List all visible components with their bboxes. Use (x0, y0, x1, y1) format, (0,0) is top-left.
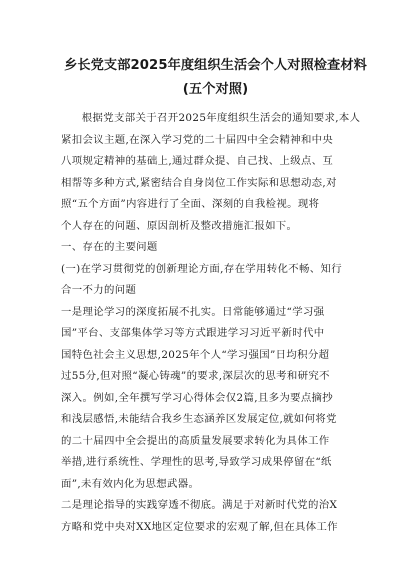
document-title: 乡长党支部2025年度组织生活会个人对照检查材料 (64, 58, 367, 73)
body-line: 紧扣会议主题,在深入学习党的二十届四中全会精神和中央 (61, 133, 334, 146)
body-line: 国”平台、支部集体学习等方式跟进学习习近平新时代中 (61, 327, 325, 339)
subsection-heading-cont: 合一不力的问题 (61, 284, 137, 296)
body-line: 二是理论指导的实践穿透不彻底。满足于对新时代党的治X (61, 499, 338, 511)
document-body (61, 108, 370, 538)
body-line: 的二十届四中全会提出的高质量发展要求转化为具体工作 (61, 434, 330, 447)
body-line: 国特色社会主义思想,2025年个人“学习强国”日均积分超 (61, 348, 330, 361)
body-line: 照“五个方面”内容进行了全面、深刻的自我检视。现将 (61, 198, 320, 210)
body-line: 面”,未有效内化为思想武器。 (61, 477, 200, 490)
subsection-heading: (一)在学习贯彻党的创新理论方面,存在学用转化不畅、知行 (61, 262, 342, 275)
body-line: 举措,进行系统性、学理性的思考,导致学习成果停留在“纸 (61, 456, 332, 468)
section-heading: 一、存在的主要问题 (61, 241, 158, 253)
document-subtitle: (五个对照) (182, 82, 249, 97)
body-line: 深入。例如,全年撰写学习心得体会仅2篇,且多为要点摘抄 (61, 391, 334, 404)
body-line: 个人存在的问题、原因剖析及整改措施汇报如下。 (61, 219, 298, 232)
body-line: 相帮等多种方式,紧密结合自身岗位工作实际和思想动态,对 (61, 176, 337, 189)
body-line: 一是理论学习的深度拓展不扎实。日常能够通过“学习强 (61, 305, 325, 318)
body-line: 方略和党中央对XX地区定位要求的宏观了解,但在具体工作 (61, 520, 338, 533)
body-line: 和浅层感悟,未能结合我乡生态涵养区发展定位,就如何将党 (61, 413, 337, 425)
body-line: 八项规定精神的基础上,通过群众提、自己找、上级点、互 (61, 155, 334, 167)
body-line: 过55分,但对照“凝心铸魂”的要求,深层次的思考和研究不 (61, 370, 330, 382)
body-line: 根据党支部关于召开2025年度组织生活会的通知要求,本人 (81, 112, 361, 124)
